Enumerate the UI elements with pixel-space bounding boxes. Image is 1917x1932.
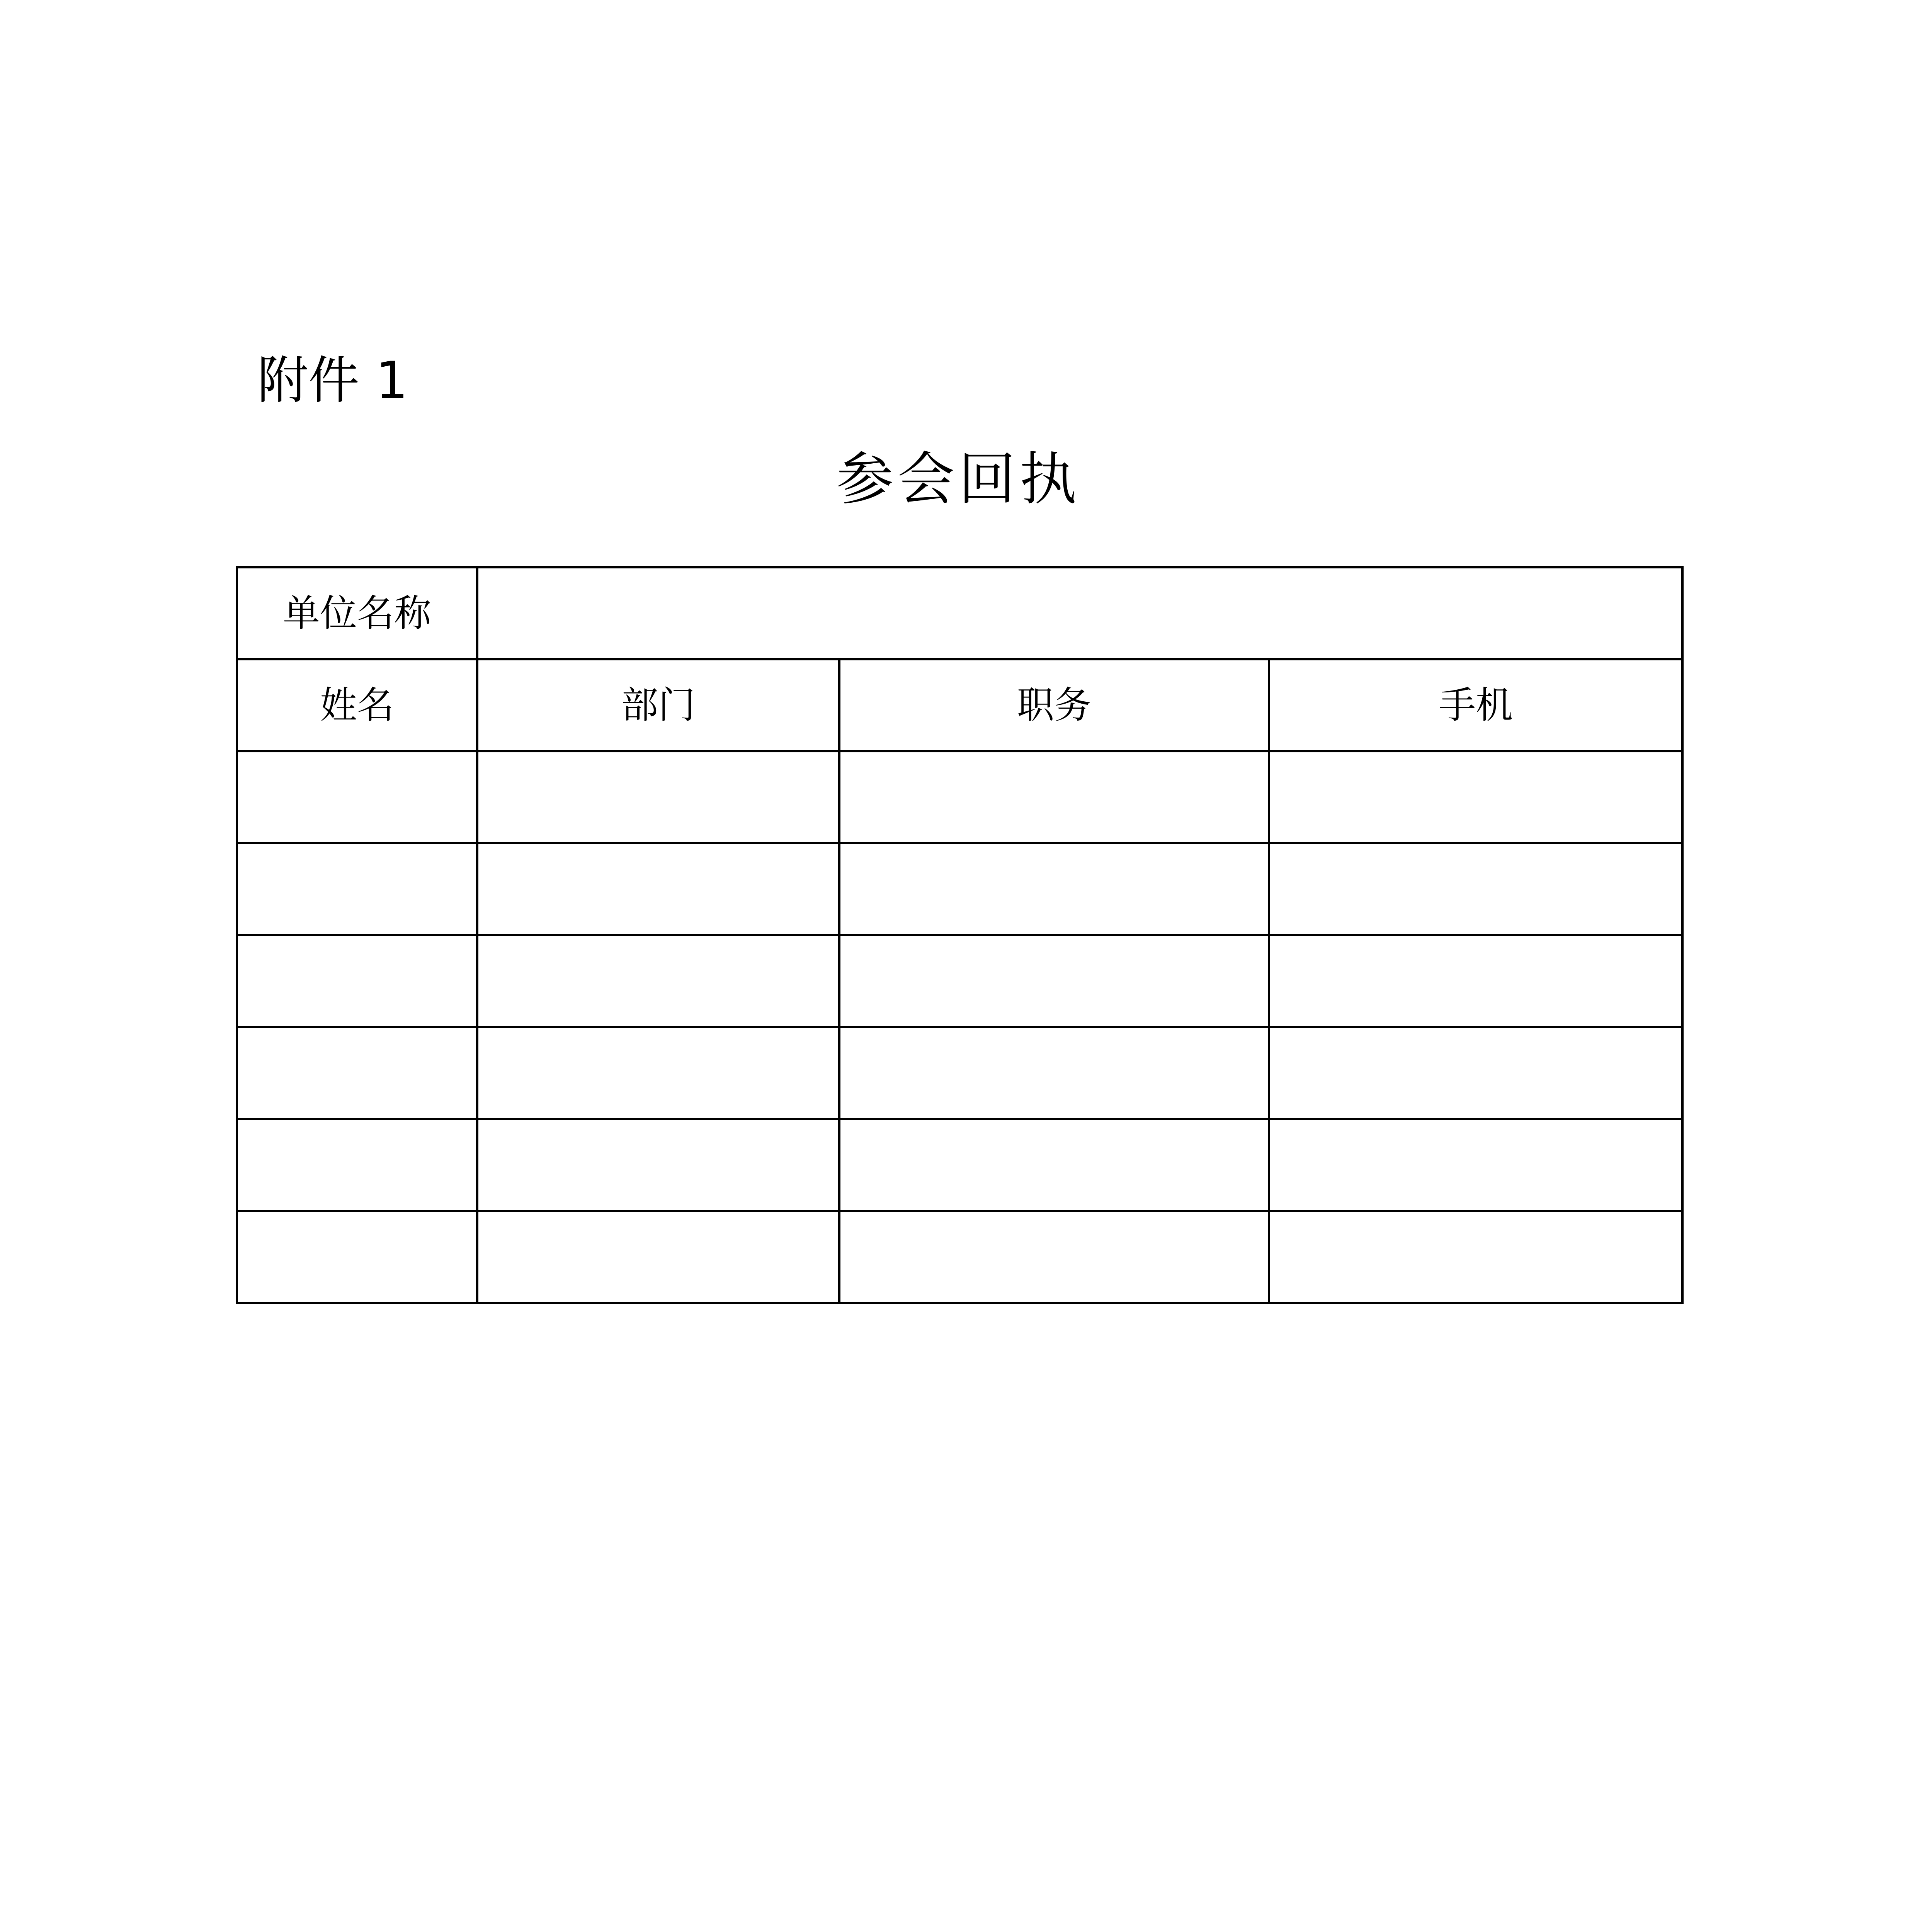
header-name: 姓名 [237,659,477,751]
table-row [237,843,1682,935]
position-cell[interactable] [839,1119,1269,1211]
table-row [237,1027,1682,1119]
name-cell[interactable] [237,843,477,935]
mobile-cell[interactable] [1269,935,1682,1027]
org-row [237,567,1682,659]
header-mobile: 手机 [1269,659,1682,751]
position-cell[interactable] [839,751,1269,843]
department-cell[interactable] [477,843,839,935]
table-row [237,1211,1682,1303]
department-cell[interactable] [477,751,839,843]
attachment-label: 附件 1 [257,351,408,410]
name-cell[interactable] [237,751,477,843]
header-row [237,659,1682,751]
name-cell[interactable] [237,1027,477,1119]
table-row [237,935,1682,1027]
page-title: 参会回执 [836,446,1081,512]
department-cell[interactable] [477,935,839,1027]
position-cell[interactable] [839,935,1269,1027]
department-cell[interactable] [477,1119,839,1211]
department-cell[interactable] [477,1027,839,1119]
table-row [237,751,1682,843]
reply-form-table [236,566,1684,1304]
table-row [237,1119,1682,1211]
name-cell[interactable] [237,1119,477,1211]
mobile-cell[interactable] [1269,1027,1682,1119]
org-name-label: 单位名称 [237,567,477,659]
department-cell[interactable] [477,1211,839,1303]
position-cell[interactable] [839,1211,1269,1303]
name-cell[interactable] [237,935,477,1027]
position-cell[interactable] [839,1027,1269,1119]
name-cell[interactable] [237,1211,477,1303]
header-department: 部门 [477,659,839,751]
org-name-field[interactable] [477,567,1682,659]
mobile-cell[interactable] [1269,1119,1682,1211]
mobile-cell[interactable] [1269,751,1682,843]
mobile-cell[interactable] [1269,843,1682,935]
header-position: 职务 [839,659,1269,751]
mobile-cell[interactable] [1269,1211,1682,1303]
position-cell[interactable] [839,843,1269,935]
